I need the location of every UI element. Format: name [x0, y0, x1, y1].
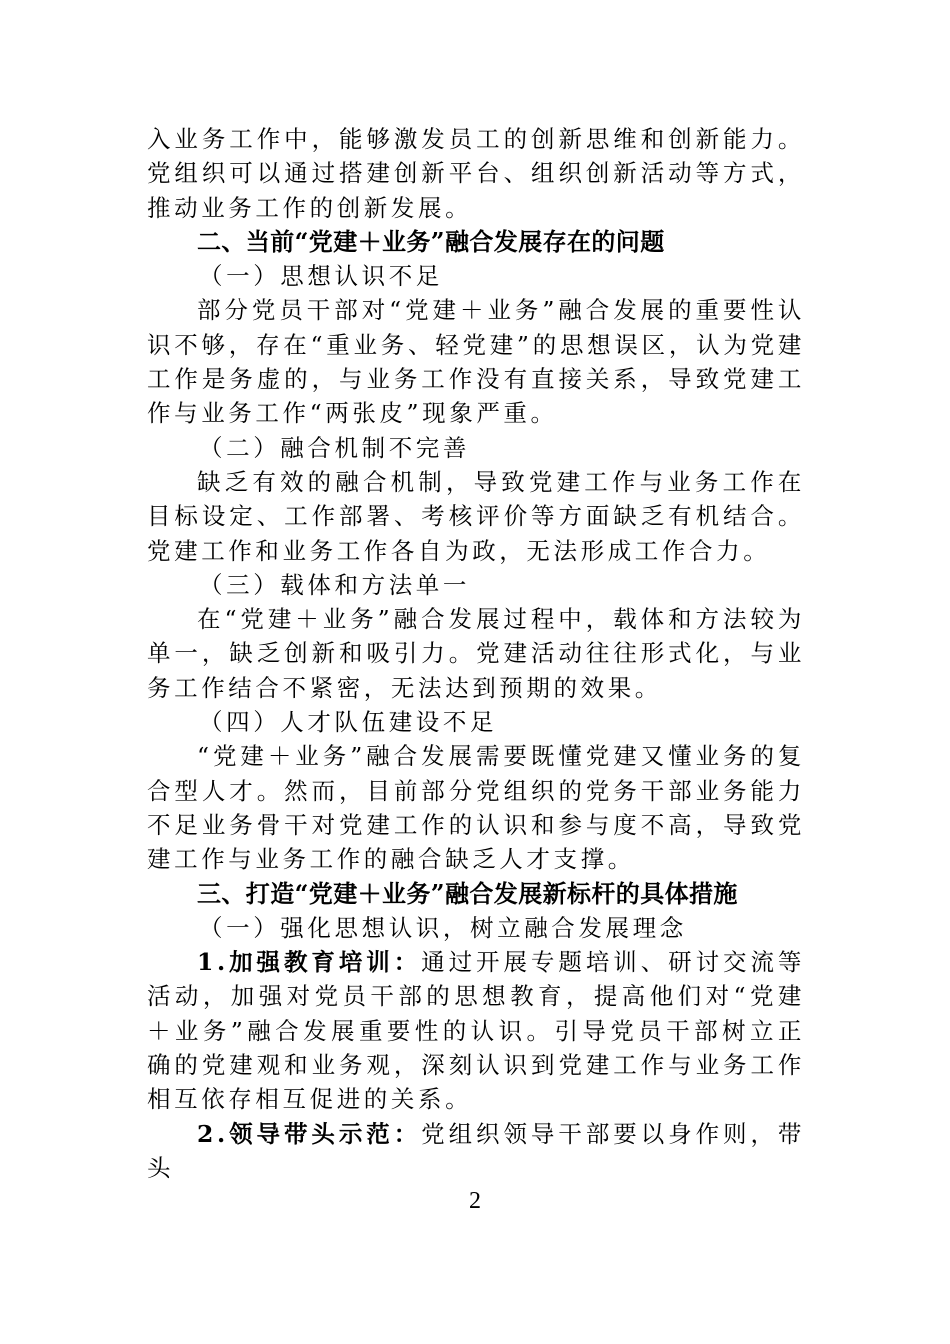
subsection-heading: （一）强化思想认识，树立融合发展理念 — [199, 913, 687, 942]
body-paragraph: 在“党建＋业务”融合发展过程中，载体和方法较为单一，缺乏创新和吸引力。党建活动往往形式化，与业务工作结合不紧密，无法达到预期的效果。 — [147, 605, 805, 702]
section-heading: 三、打造“党建＋业务”融合发展新标杆的具体措施 — [197, 878, 738, 908]
body-paragraph: 入业务工作中，能够激发员工的创新思维和创新能力。党组织可以通过搭建创新平台、组织创新活动等方式，推动业务工作的创新发展。 — [147, 125, 805, 222]
subsection-heading: （一）思想认识不足 — [199, 262, 443, 291]
numbered-paragraph — [147, 945, 805, 1116]
subsection-heading: （三）载体和方法单一 — [199, 570, 470, 599]
numbered-lead: 1.加强教育培训： — [197, 948, 422, 977]
numbered-lead: 2.领导带头示范： — [197, 1119, 422, 1148]
numbered-text: 党组织领导干部要以身作则，带头 — [147, 1119, 806, 1182]
section-heading: 二、当前“党建＋业务”融合发展存在的问题 — [197, 226, 665, 256]
body-paragraph: 部分党员干部对“党建＋业务”融合发展的重要性认识不够，存在“重业务、轻党建”的思想误区，认为党建工作是务虚的，与业务工作没有直接关系，导致党建工作与业务工作“两张皮”现象严重。 — [147, 296, 805, 428]
page-number: 2 — [469, 1188, 481, 1214]
subsection-heading: （二）融合机制不完善 — [199, 433, 470, 462]
document-body — [147, 122, 805, 1185]
numbered-text: 通过开展专题培训、研讨交流等活动，加强对党员干部的思想教育，提高他们对“党建＋业务”融合发展重要性的认识。引导党员干部树立正确的党建观和业务观，深刻认识到党建工作与业务工作相互依存相互促进的关系。 — [147, 948, 806, 1114]
body-paragraph: 缺乏有效的融合机制，导致党建工作与业务工作在目标设定、工作部署、考核评价等方面缺乏有机结合。党建工作和业务工作各自为政，无法形成工作合力。 — [147, 467, 805, 565]
subsection-heading: （四）人才队伍建设不足 — [199, 708, 498, 737]
body-paragraph: “党建＋业务”融合发展需要既懂党建又懂业务的复合型人才。然而，目前部分党组织的党务干部业务能力不足业务骨干对党建工作的认识和参与度不高，导致党建工作与业务工作的融合缺乏人才支撑。 — [147, 742, 805, 874]
numbered-paragraph — [147, 1117, 805, 1186]
